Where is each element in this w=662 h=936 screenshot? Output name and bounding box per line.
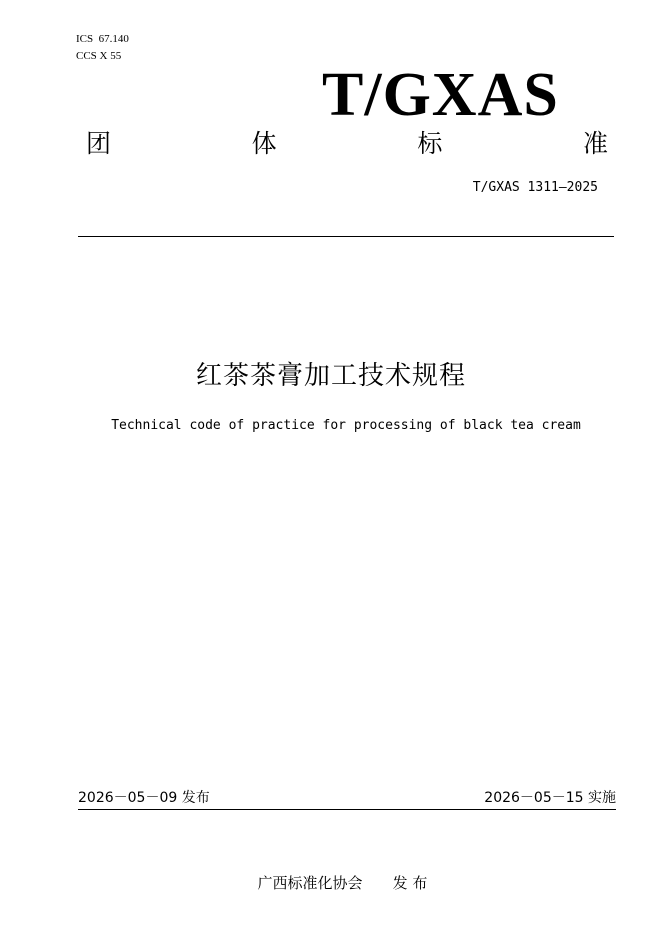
issuer	[248, 853, 427, 893]
issuer-action: 发 布	[392, 874, 428, 892]
standard-logo: T/GXAS	[322, 61, 559, 129]
standard-type-char: 体	[251, 129, 277, 158]
standard-type-char: 团	[86, 129, 112, 158]
header-divider	[78, 236, 614, 237]
standard-type-char: 准	[582, 129, 608, 158]
document-title-zh: 红茶茶膏加工技术规程	[195, 361, 466, 391]
publish-date: 2026－05－09 发布	[78, 790, 210, 806]
issuer-name: 广西标准化协会	[257, 874, 363, 892]
standard-type	[86, 127, 608, 161]
implement-date: 2026－05－15 实施	[484, 790, 616, 806]
ics-code: ICS 67.140	[76, 33, 129, 45]
document-title-en: Technical code of practice for processing of black tea cream	[111, 418, 581, 433]
standard-number: T/GXAS 1311—2025	[472, 180, 598, 195]
standard-type-char: 标	[417, 129, 443, 158]
footer-divider	[78, 809, 616, 810]
ccs-code: CCS X 55	[76, 50, 122, 62]
